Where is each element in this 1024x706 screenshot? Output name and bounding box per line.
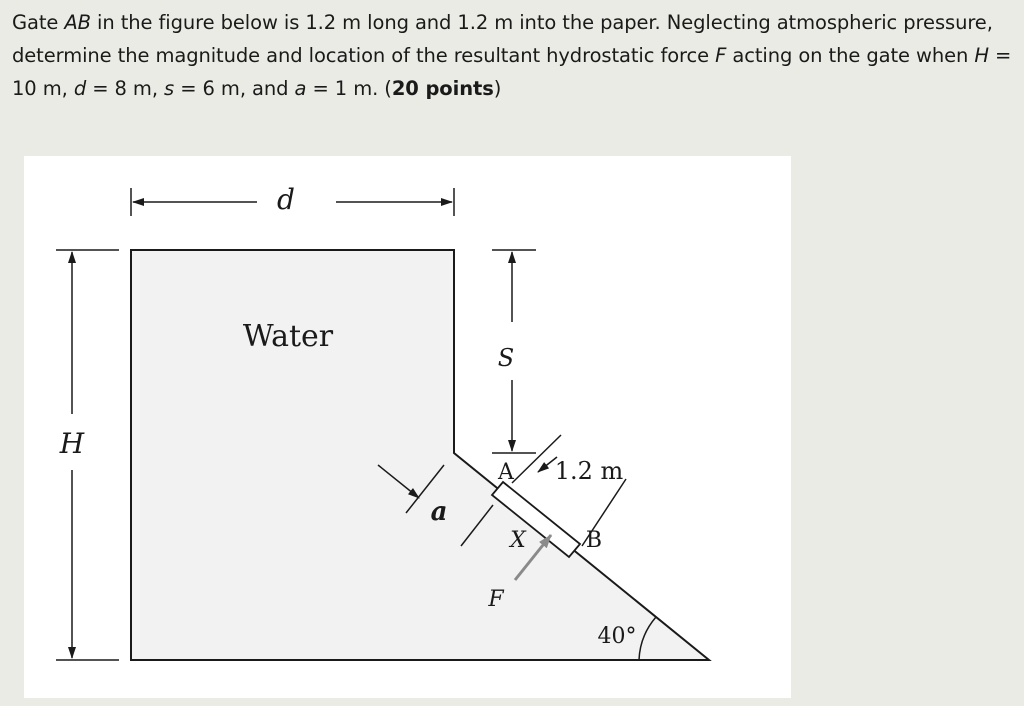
label-s: S bbox=[497, 344, 515, 372]
label-X: X bbox=[510, 528, 526, 553]
label-H: H bbox=[59, 427, 85, 460]
problem-statement: Gate AB in the figure below is 1.2 m long and 1.2 m into the paper. Neglecting atmospheric pressure, determine the magnitude and location of the resultant hydrostatic force F acting on the gate when H = 10 m, d = 8 m, s = 6 m, and a = 1 m. (20 points) bbox=[12, 11, 1012, 100]
label-angle: 40° bbox=[597, 624, 637, 649]
label-F: F bbox=[488, 587, 504, 612]
label-B: B bbox=[585, 528, 603, 553]
figure-drawing bbox=[24, 156, 791, 698]
label-d: d bbox=[277, 183, 295, 216]
water-region bbox=[131, 250, 709, 660]
label-gate-length: 1.2 m bbox=[554, 457, 624, 485]
gate-figure bbox=[24, 156, 791, 698]
label-water: Water bbox=[242, 319, 334, 354]
label-A: A bbox=[498, 460, 514, 485]
label-a: a bbox=[430, 497, 448, 527]
